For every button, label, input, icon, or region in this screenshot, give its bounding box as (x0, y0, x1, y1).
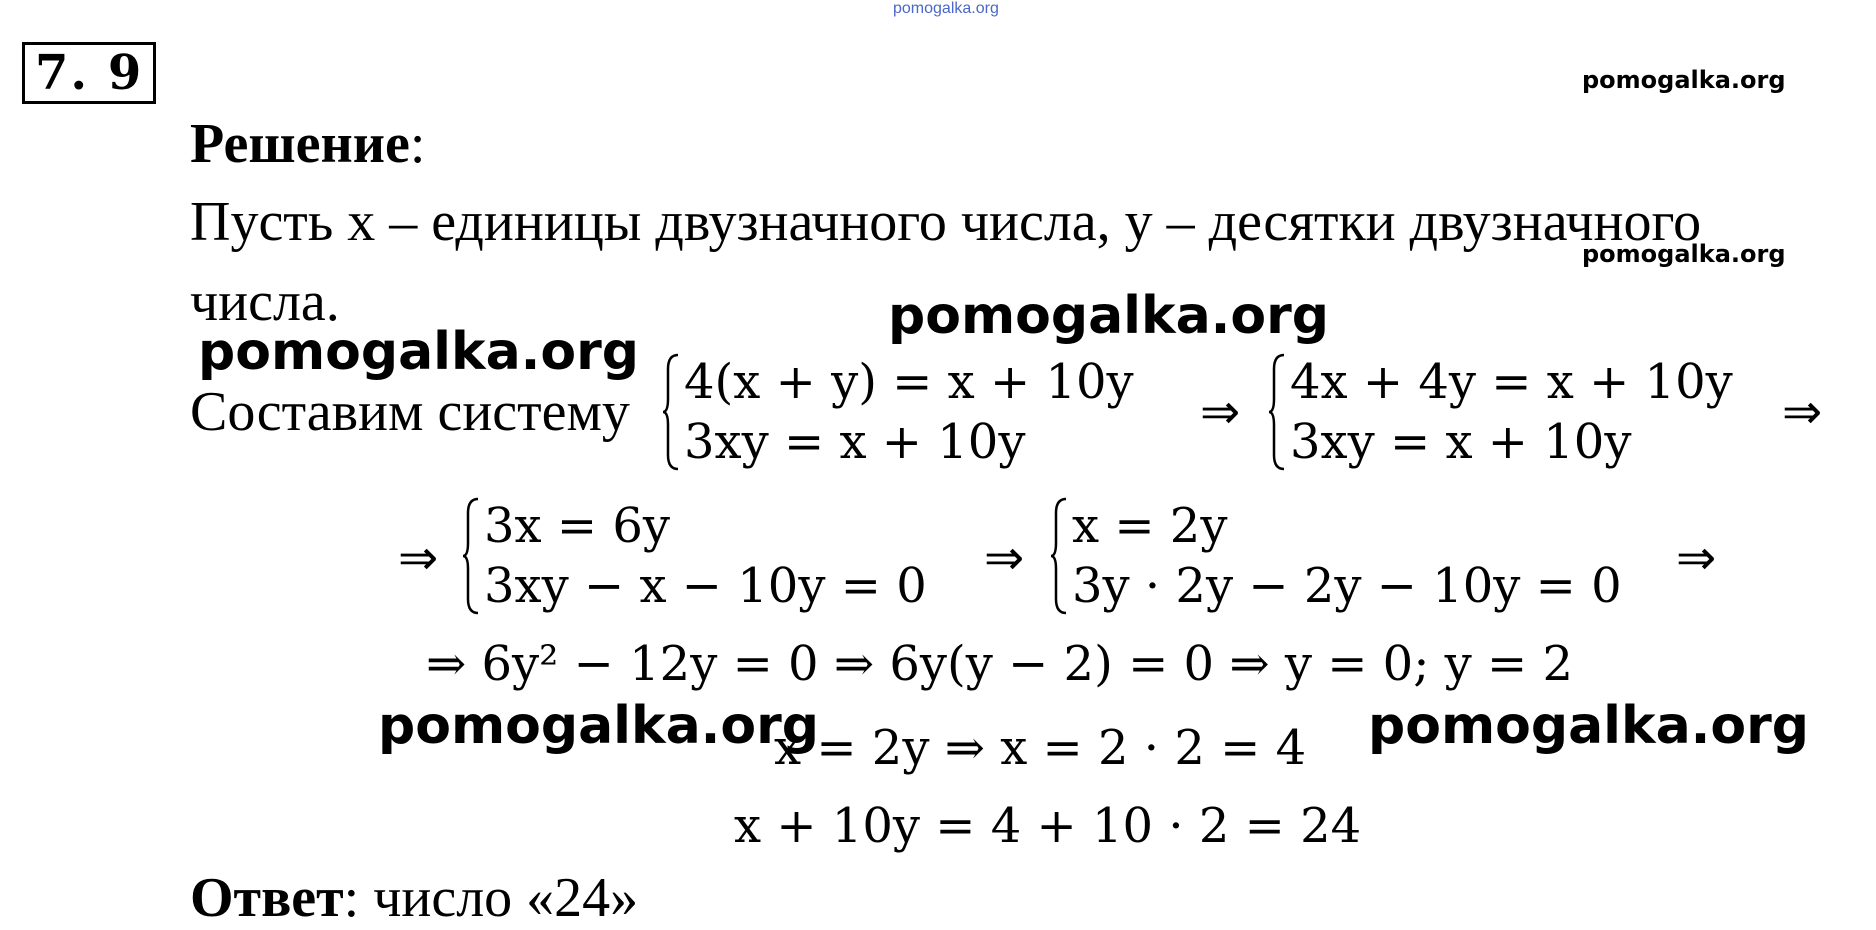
system-label: Составим систему (190, 381, 630, 443)
watermark: pomogalka.org (888, 286, 1330, 346)
watermark: pomogalka.org (1368, 696, 1810, 756)
system-1 (662, 352, 1134, 472)
equation-quadratic: ⇒ 6y² − 12y = 0 ⇒ 6y(y − 2) = 0 ⇒ y = 0; y = 2 (426, 636, 1574, 692)
system-2 (1268, 352, 1733, 472)
system-2-eq-1: 4x + 4y = x + 10y (1290, 354, 1733, 410)
brace-icon (462, 497, 480, 615)
answer (190, 866, 638, 930)
brace-icon (662, 353, 680, 471)
system-4-eq-2: 3y · 2y − 2y − 10y = 0 (1072, 558, 1622, 614)
solution-heading (190, 112, 425, 176)
system-1-eq-1: 4(x + y) = x + 10y (684, 354, 1134, 410)
implies-arrow: ⇒ (984, 530, 1025, 586)
answer-text: число «24» (359, 867, 639, 929)
implies-arrow: ⇒ (1676, 530, 1717, 586)
watermark: pomogalka.org (378, 696, 820, 756)
problem-number: 7. 9 (22, 42, 156, 104)
equation-x-value: x = 2y ⇒ x = 2 · 2 = 4 (774, 720, 1307, 776)
implies-arrow: ⇒ (1782, 384, 1823, 440)
watermark: pomogalka.org (1582, 66, 1786, 94)
system-4 (1050, 496, 1622, 616)
watermark: pomogalka.org (198, 322, 640, 382)
equation-number: x + 10y = 4 + 10 · 2 = 24 (734, 798, 1362, 854)
system-1-eq-2: 3xy = x + 10y (684, 414, 1026, 470)
system-3-eq-1: 3x = 6y (484, 498, 670, 554)
implies-arrow: ⇒ (1200, 384, 1241, 440)
system-4-eq-1: x = 2y (1072, 498, 1228, 554)
intro-line-2: числа. (190, 271, 340, 333)
solution-heading-colon: : (409, 113, 426, 175)
solution-heading-label: Решение (190, 113, 410, 175)
system-2-eq-2: 3xy = x + 10y (1290, 414, 1632, 470)
top-site-link[interactable]: pomogalka.org (893, 0, 999, 17)
answer-colon: : (343, 867, 360, 929)
brace-icon (1050, 497, 1068, 615)
intro-line-1: Пусть х – единицы двузначного числа, у – десятки двузначного (190, 191, 1702, 253)
watermark: pomogalka.org (1582, 240, 1786, 268)
system-3 (462, 496, 927, 616)
system-3-eq-2: 3xy − x − 10y = 0 (484, 558, 927, 614)
brace-icon (1268, 353, 1286, 471)
answer-label: Ответ (190, 867, 344, 929)
implies-arrow: ⇒ (398, 530, 439, 586)
